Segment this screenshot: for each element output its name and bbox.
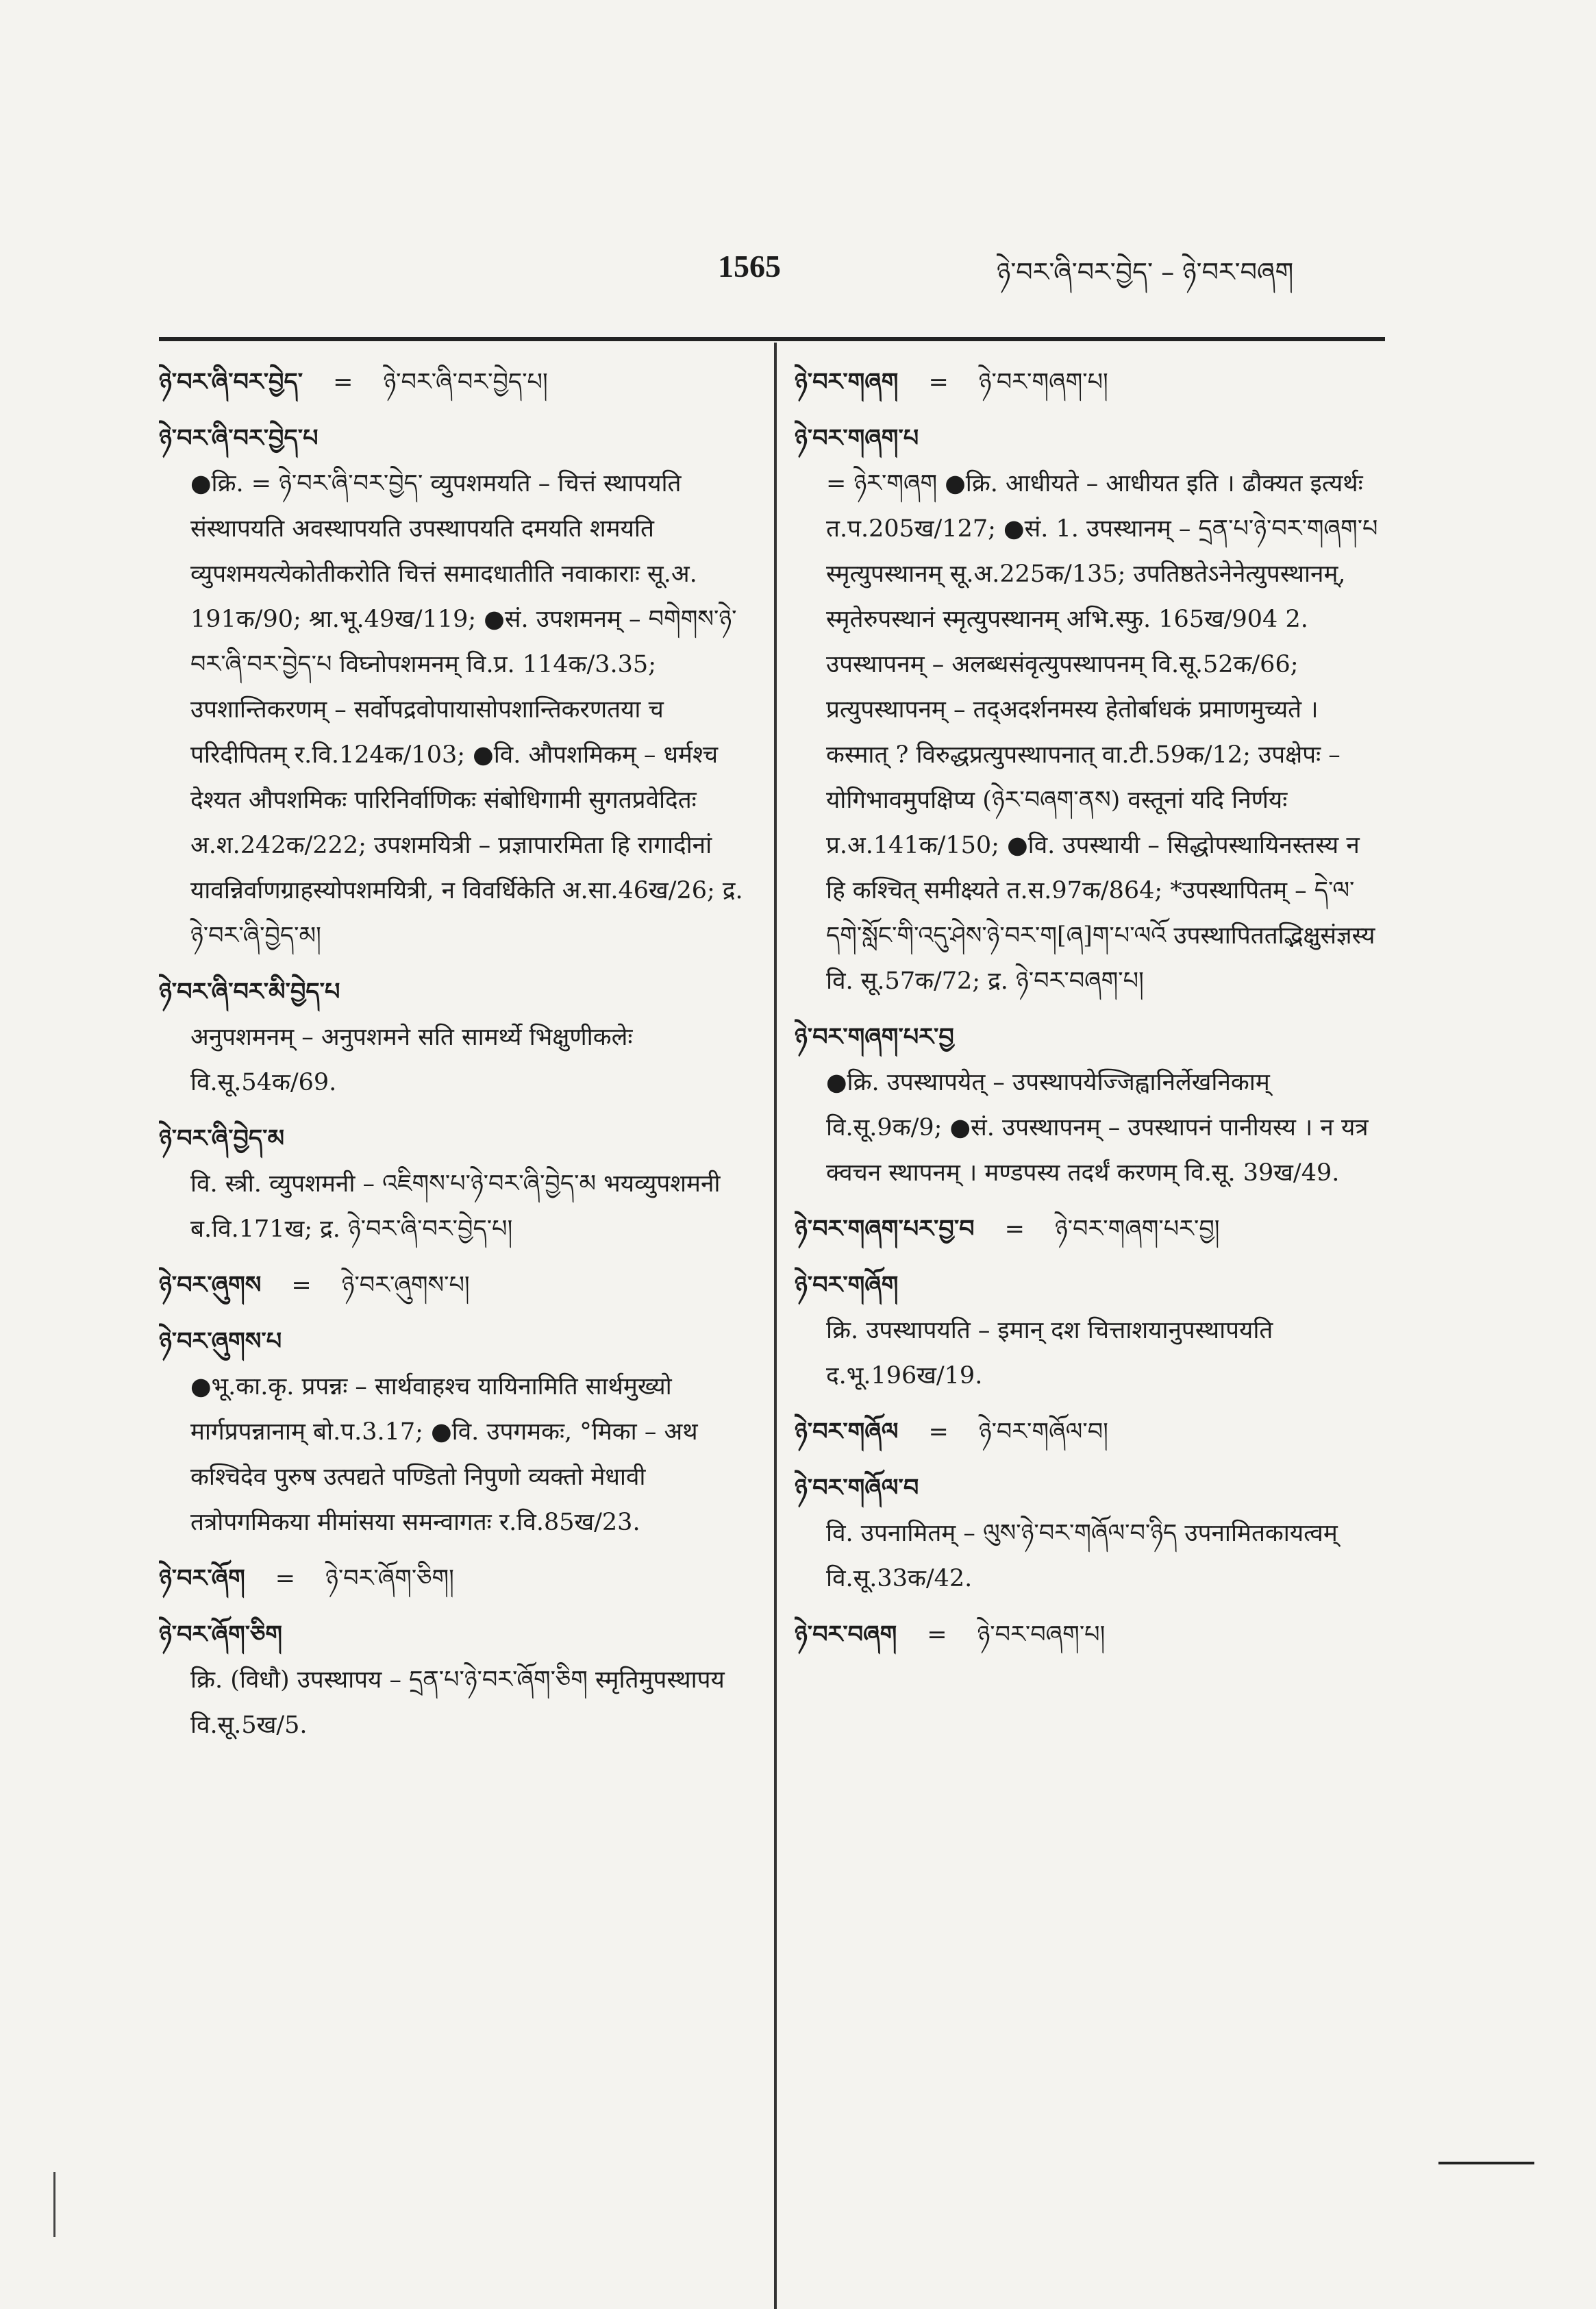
dictionary-entry	[159, 1116, 755, 1252]
headword: ཉེ་བར་གཞོག	[795, 1271, 899, 1299]
dictionary-entry	[795, 1015, 1384, 1196]
equals-sign: =	[291, 1272, 312, 1299]
definition: वि. स्त्री. व्युपशमनी – འཇིགས་པ་ཉེ་བར་ཞི་བྱེད་མ भयव्युपशमनी ब.वि.171ख; द्र. ཉེ་བར་ཞི་བར་བྱེད་པ།	[190, 1170, 721, 1243]
equals-sign: =	[275, 1565, 296, 1592]
definition: ●क्रि. उपस्थापयेत् – उपस्थापयेज्जिह्वानिर्लेखनिकाम् वि.सू.9क/9; ●सं. उपस्थापनम् – उपस्थापनं पानीयस्य । न यत्र क्वचन स्थापनम् । मण्डपस्य तदर्थं करणम् वि.सू. 39ख/49.	[826, 1069, 1369, 1187]
cross-reference: ཉེ་བར་གཞག་པར་བྱ།	[1054, 1215, 1220, 1243]
entry-head	[159, 416, 755, 461]
entry-head	[795, 1409, 1384, 1455]
headword: ཉེ་བར་ཞི་བར་བྱེད་	[159, 368, 303, 396]
headword: ཉེ་བར་བཞག	[795, 1620, 897, 1649]
dictionary-entry	[795, 1466, 1384, 1601]
right-column	[795, 360, 1384, 1668]
entry-head	[795, 1466, 1384, 1511]
definition: वि. उपनामितम् – ལུས་ཉེ་བར་གཞོལ་བ་ཉིད उपनामितकायत्वम् वि.सू.33क/42.	[826, 1520, 1338, 1592]
margin-mark	[53, 2172, 55, 2237]
running-head: ཉེ་བར་ཞི་བར་བྱེད་ – ཉེ་བར་བཞག	[997, 257, 1294, 287]
equals-sign: =	[928, 369, 949, 396]
headword: ཉེ་བར་ཞི་བར་བྱེད་པ	[159, 424, 319, 452]
definition: अनुपशमनम् – अनुपशमने सति सामर्थ्ये भिक्षुणीकलेः वि.सू.54क/69.	[190, 1024, 633, 1096]
headword: ཉེ་བར་གཞག་པ	[795, 424, 919, 452]
definition: ●भू.का.कृ. प्रपन्नः – सार्थवाहश्च यायिनामिति सार्थमुख्यो मार्गप्रपन्नानाम् बो.प.3.17; ●वि. उपगमकः, °मिका – अथ कश्चिदेव पुरुष उत्पद्यते पण्डितो निपुणो व्यक्तो मेधावी तत्रोपगमिकया मीमांसया समन्वागतः र.वि.85ख/23.	[190, 1373, 698, 1536]
page-end-rule	[1438, 2162, 1534, 2164]
left-column	[159, 360, 755, 1759]
dictionary-entry	[159, 1556, 755, 1601]
entry-head	[795, 1015, 1384, 1060]
entry-head	[795, 1612, 1384, 1657]
definition: ●क्रि. = ཉེ་བར་ཞི་བར་བྱེད་ व्युपशमयति – चित्तं स्थापयति संस्थापयति अवस्थापयति उपस्थापयति दमयति शमयति व्युपशमयत्येकोतीकरोति चित्तं समादधातीति नवाकाराः सू.अ. 191क/90; श्रा.भू.49ख/119; ●सं. उपशमनम् – བགེགས་ཉེ་བར་ཞི་བར་བྱེད་པ विघ्नोपशमनम् वि.प्र. 114क/3.35; उपशान्तिकरणम् – सर्वोपद्रवोपायासोपशान्तिकरणतया च परिदीपितम् र.वि.124क/103; ●वि. औपशमिकम् – धर्मश्च देश्यत औपशमिकः पारिनिर्वाणिकः संबोधिगामी सुगतप्रवेदितः अ.श.242क/222; उपशमयित्री – प्रज्ञापारमिता हि रागादीनां यावन्निर्वाणग्राहस्योपशमयित्री, न विवर्धिकेति अ.सा.46ख/26; द्र. ཉེ་བར་ཞི་བྱེད་མ།	[190, 470, 743, 950]
dictionary-entry	[795, 1409, 1384, 1455]
cross-reference: ཉེ་བར་ཞོག་ཅིག།	[325, 1565, 454, 1592]
dictionary-entry	[795, 360, 1384, 405]
dictionary-entry	[795, 1263, 1384, 1398]
page-number: 1565	[718, 249, 781, 284]
entry-head	[795, 416, 1384, 461]
entry-head	[159, 1556, 755, 1601]
headword: ཉེ་བར་ཞུགས	[159, 1271, 262, 1299]
headword: ཉེ་བར་གཞག	[795, 368, 899, 396]
dictionary-entry	[159, 360, 755, 405]
entry-head	[159, 360, 755, 405]
entry-head	[159, 1319, 755, 1364]
entry-head	[795, 360, 1384, 405]
headword: ཉེ་བར་གཞག་པར་བྱ	[795, 1023, 954, 1051]
entry-head	[159, 970, 755, 1015]
column-divider	[774, 343, 777, 2309]
headword: ཉེ་བར་གཞོལ་བ	[795, 1474, 919, 1502]
cross-reference: ཉེ་བར་ཞི་བར་བྱེད་པ།	[383, 369, 548, 396]
dictionary-entry	[795, 1612, 1384, 1657]
equals-sign: =	[1004, 1215, 1025, 1243]
entry-head	[159, 1263, 755, 1308]
cross-reference: ཉེ་བར་བཞག་པ།	[977, 1621, 1106, 1649]
definition: क्रि. उपस्थापयति – इमान् दश चित्ताशयानुपस्थापयति द.भू.196ख/19.	[826, 1317, 1273, 1390]
dictionary-entry	[159, 970, 755, 1105]
headword: ཉེ་བར་ཞི་བར་མི་བྱེད་པ	[159, 978, 340, 1006]
entry-head	[795, 1263, 1384, 1308]
headword: ཉེ་བར་ཞོག	[159, 1564, 245, 1592]
dictionary-entry	[159, 1319, 755, 1545]
dictionary-entry	[159, 1263, 755, 1308]
equals-sign: =	[927, 1621, 947, 1649]
dictionary-entry	[795, 416, 1384, 1004]
headword: ཉེ་བར་ཞུགས་པ	[159, 1327, 282, 1355]
cross-reference: ཉེ་བར་གཞག་པ།	[978, 369, 1108, 396]
cross-reference: ཉེ་བར་གཞོལ་བ།	[978, 1418, 1108, 1446]
definition: = ཉེར་གཞག ●क्रि. आधीयते – आधीयत इति । ढौक्यत इत्यर्थः त.प.205ख/127; ●सं. 1. उपस्थानम् – དྲན་པ་ཉེ་བར་གཞག་པ स्मृत्युपस्थानम् सू.अ.225क/135; उपतिष्ठतेऽनेनेत्युपस्थानम्, स्मृतेरुपस्थानं स्मृत्युपस्थानम् अभि.स्फु. 165ख/904 2. उपस्थापनम् – अलब्धसंवृत्युपस्थापनम् वि.सू.52क/66; प्रत्युपस्थापनम् – तद्‌अदर्शनमस्य हेतोर्बाधकं प्रमाणमुच्यते । कस्मात् ? विरुद्धप्रत्युपस्थापनात् वा.टी.59क/12; उपक्षेपः – योगिभावमुपक्षिप्य (ཉེར་བཞག་ནས) वस्तूनां यदि निर्णयः प्र.अ.141क/150; ●वि. उपस्थायी – सिद्धोपस्थायिनस्तस्य न हि कश्चित् समीक्ष्यते त.स.97क/864; *उपस्थापितम् – དེ་ལ་དགེ་སློང་གི་འདུ་ཤེས་ཉེ་བར་ག[ཞ]ག་པ་ལའོ उपस्थापिततद्भिक्षुसंज्ञस्य वि. सू.57क/72; द्र. ཉེ་བར་བཞག་པ།	[826, 470, 1378, 995]
headword: ཉེ་བར་གཞོལ	[795, 1418, 899, 1446]
header-rule	[159, 337, 1385, 341]
dictionary-entry	[795, 1207, 1384, 1252]
equals-sign: =	[928, 1418, 949, 1446]
dictionary-entry	[159, 1612, 755, 1748]
cross-reference: ཉེ་བར་ཞུགས་པ།	[341, 1272, 470, 1299]
entry-head	[159, 1116, 755, 1161]
dictionary-entry	[159, 416, 755, 959]
headword: ཉེ་བར་གཞག་པར་བྱ་བ	[795, 1215, 975, 1243]
entry-head	[159, 1612, 755, 1657]
definition: क्रि. (विधौ) उपस्थापय – དྲན་པ་ཉེ་བར་ཞོག་ཅིག स्मृतिमुपस्थापय वि.सू.5ख/5.	[190, 1666, 725, 1739]
headword: ཉེ་བར་ཞི་བྱེད་མ	[159, 1124, 285, 1152]
equals-sign: =	[333, 369, 353, 396]
headword: ཉེ་བར་ཞོག་ཅིག	[159, 1620, 283, 1649]
entry-head	[795, 1207, 1384, 1252]
